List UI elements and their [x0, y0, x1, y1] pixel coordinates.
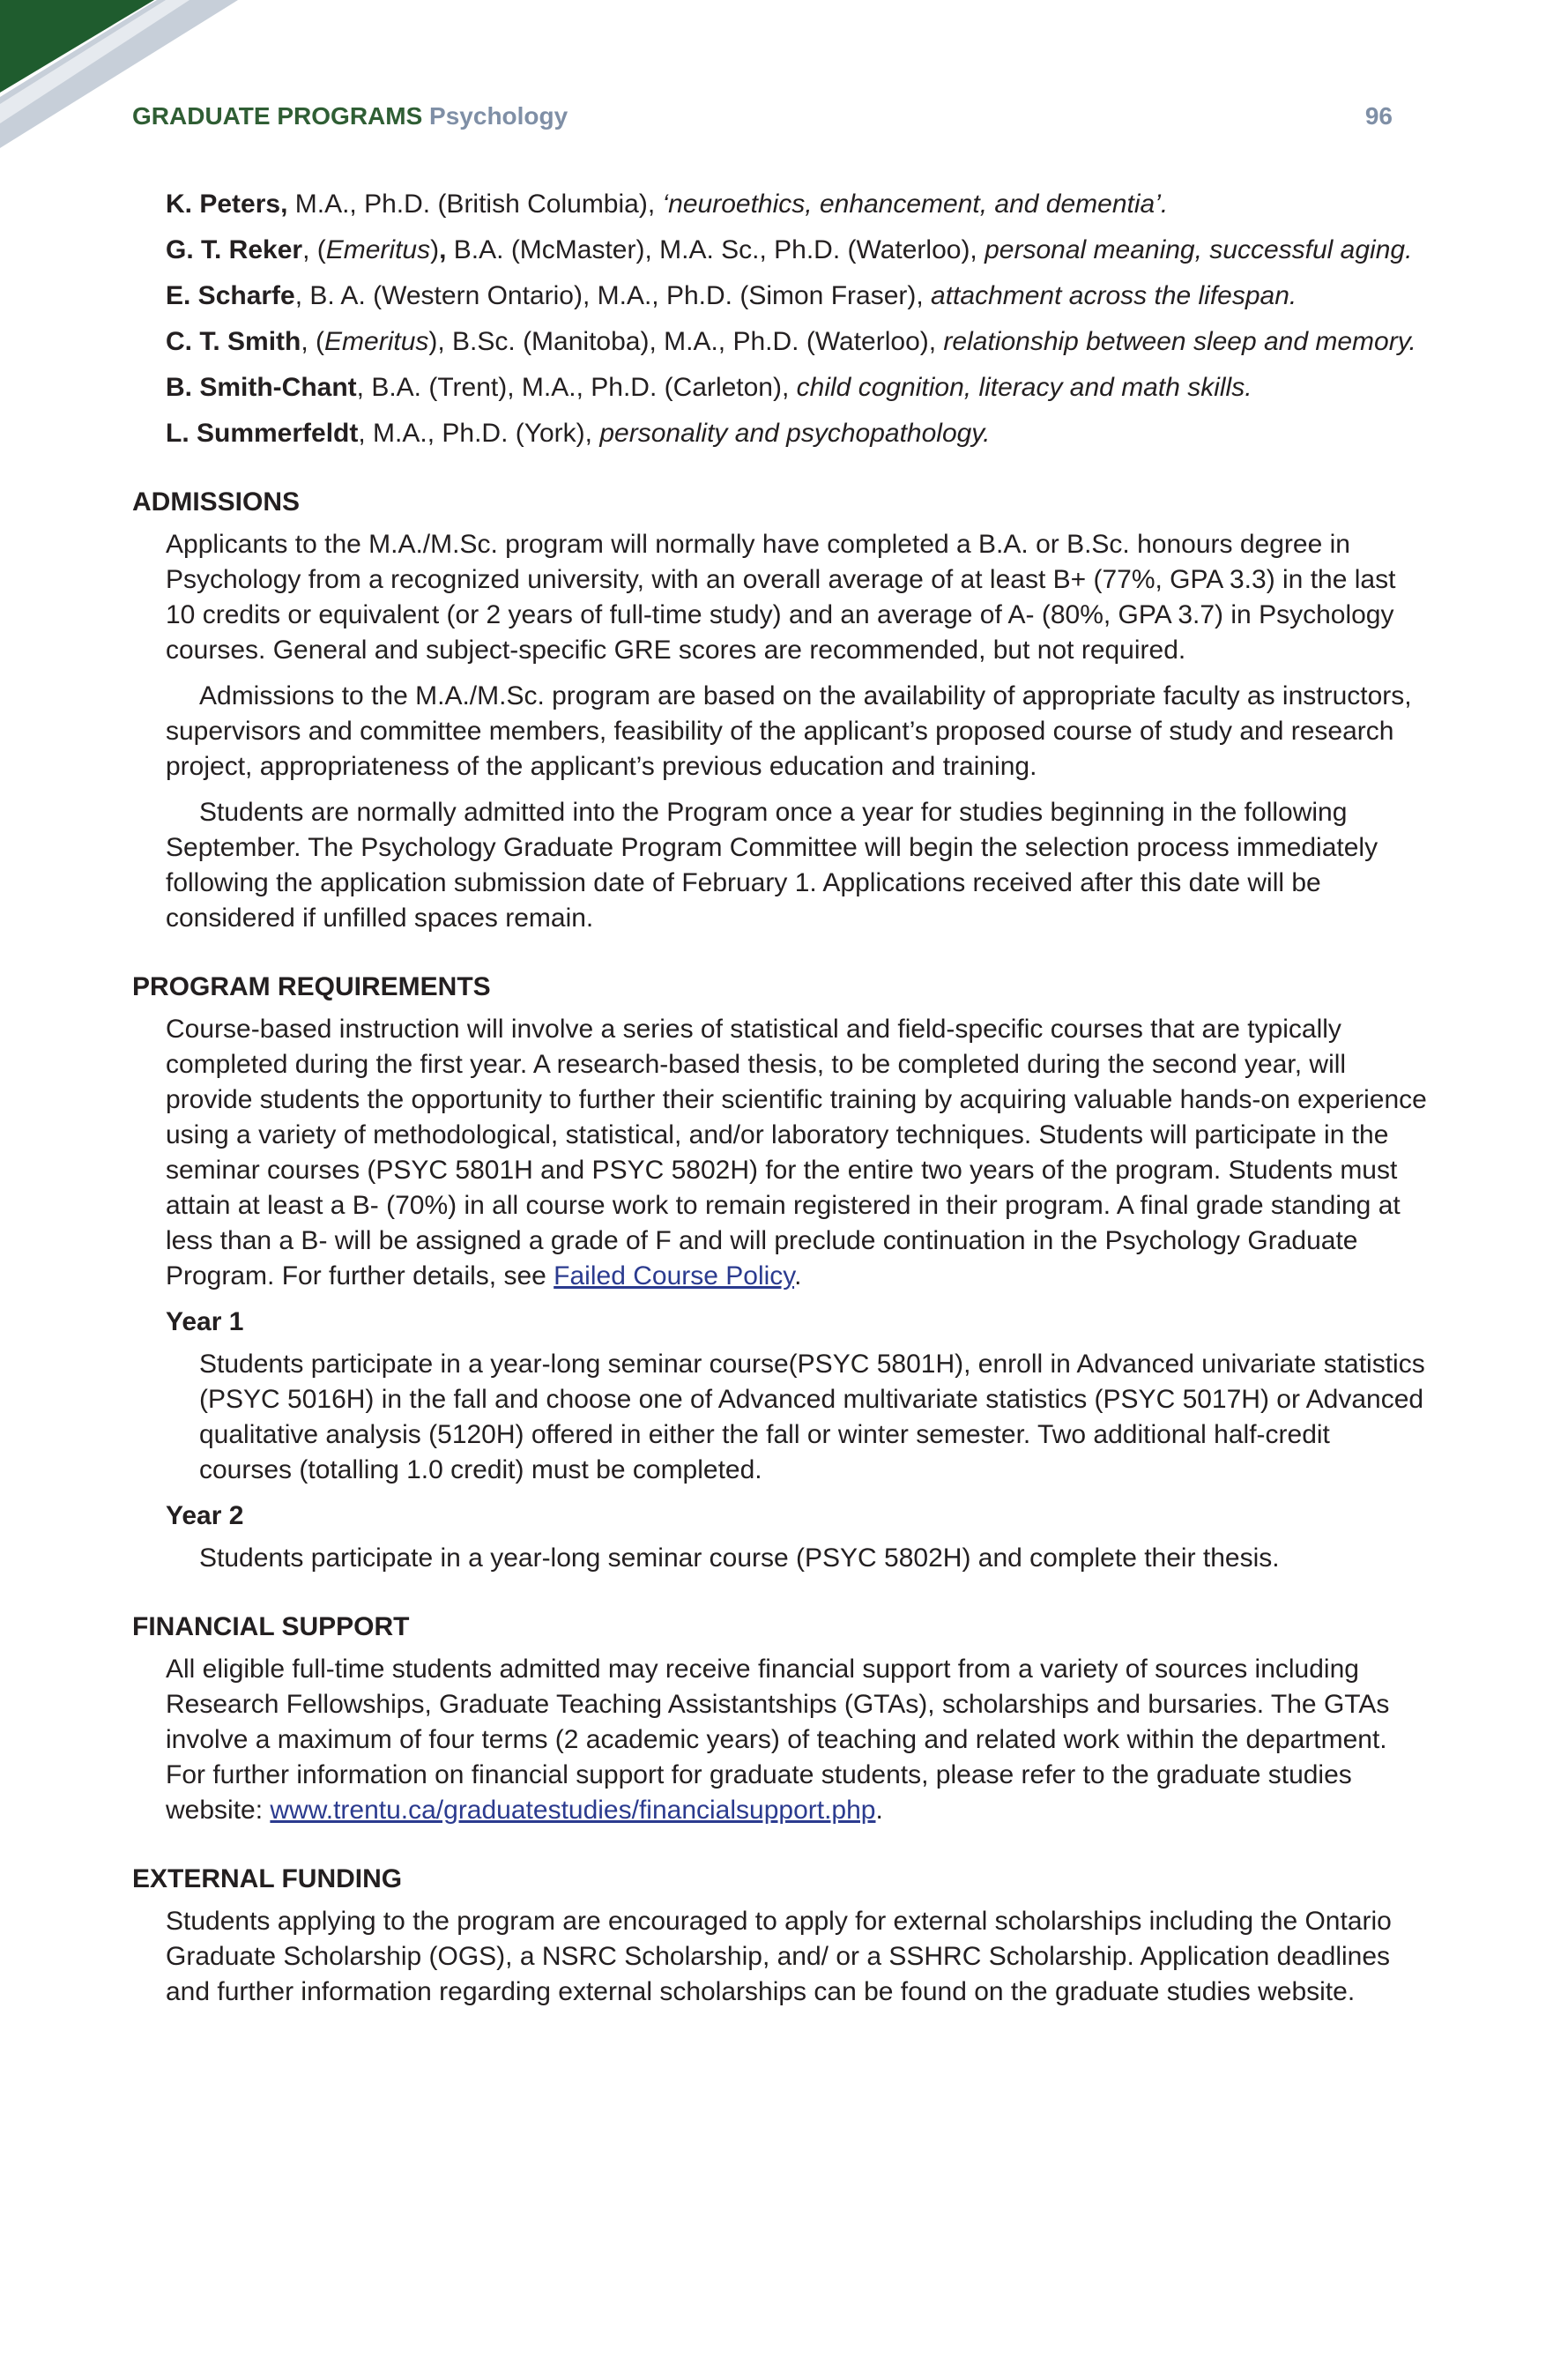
faculty-entry [166, 187, 1428, 222]
year1-text: Students participate in a year-long seminar course(PSYC 5801H), enroll in Advanced univariate statistics (PSYC 5016H) in the fall and choose one of Advanced multivariate statistics (PSYC 5017H) or Advanced qualitative analysis (5120H) offered in either the fall or winter semester. Two additional half-credit courses (totalling 1.0 credit) must be completed. [199, 1350, 1425, 1484]
corner-decoration [0, 0, 264, 167]
faculty-entry: G. T. Reker, (Emeritus), B.A. (McMaster), M.A. Sc., Ph.D. (Waterloo), personal meaning, successful aging. [166, 235, 1413, 264]
faculty-name: C. T. Smith [166, 327, 301, 356]
faculty-degrees: , B.A. (Trent), M.A., Ph.D. (Carleton), [356, 373, 797, 402]
admissions-paragraph: Students are normally admitted into the Program once a year for studies beginning in the following September. The Psychology Graduate Program Committee will begin the selection process immediately following the application submission date of February 1. Applications received after this date will be considered if unfilled spaces remain. [166, 798, 1378, 933]
financial-text-end: . [875, 1796, 883, 1825]
page-number: 96 [1364, 102, 1393, 130]
external-heading: EXTERNAL FUNDING [132, 1864, 403, 1893]
faculty-entry: C. T. Smith, (Emeritus), B.Sc. (Manitoba), M.A., Ph.D. (Waterloo), relationship between sleep and memory. [166, 327, 1416, 356]
faculty-name: E. Scharfe [166, 281, 295, 310]
financial-heading: FINANCIAL SUPPORT [132, 1612, 410, 1641]
faculty-entry [166, 279, 1428, 314]
requirements-text: Course-based instruction will involve a series of statistical and field-specific courses that are typically completed during the first year. A research-based thesis, to be completed during the second year, will provide students the opportunity to further their scientific training by acquiring valuable hands-on experience using a variety of methodological, statistical, and/or laboratory techniques. Students will participate in the seminar courses (PSYC 5801H and PSYC 5802H) for the entire two years of the program. Students must attain at least a B- (70%) in all course work to remain registered in their program. A final grade standing at less than a B- will be assigned a grade of F and will preclude continuation in the Psychology Graduate Program. For further details, see [166, 1015, 1427, 1290]
faculty-area: ‘neuroethics, enhancement, and dementia’. [662, 190, 1169, 219]
financial-text: All eligible full-time students admitted may receive financial support from a variety of sources including Research Fellowships, Graduate Teaching Assistantships (GTAs), scholarships and bursaries. The GTAs involve a maximum of four terms (2 academic years) of teaching and related work within the department. For further information on financial support for graduate students, please refer to the graduate studies website: [166, 1655, 1390, 1825]
faculty-entry [166, 370, 1428, 405]
page-header [132, 99, 1393, 134]
faculty-area: relationship between sleep and memory. [943, 327, 1416, 356]
external-section [132, 1862, 1428, 2010]
year1-heading: Year 1 [166, 1307, 244, 1336]
requirements-heading: PROGRAM REQUIREMENTS [132, 972, 491, 1001]
financial-support-link[interactable]: www.trentu.ca/graduatestudies/financialsupport.php [270, 1796, 876, 1825]
page-content [132, 187, 1428, 2020]
faculty-degrees: , M.A., Ph.D. (York), [358, 419, 600, 448]
faculty-name: K. Peters, [166, 190, 288, 219]
faculty-status: Emeritus [325, 235, 431, 264]
external-paragraph: Students applying to the program are encouraged to apply for external scholarships including the Ontario Graduate Scholarship (OGS), a NSRC Scholarship, and/ or a SSHRC Scholarship. Application deadlines and further information regarding external scholarships can be found on the graduate studies website. [166, 1907, 1392, 2006]
admissions-heading: ADMISSIONS [132, 487, 301, 517]
header-subject: Psychology [429, 102, 568, 130]
faculty-area: attachment across the lifespan. [931, 281, 1297, 310]
year2-heading: Year 2 [166, 1501, 244, 1530]
faculty-name: G. T. Reker [166, 235, 303, 264]
failed-course-policy-link[interactable]: Failed Course Policy [554, 1261, 795, 1290]
faculty-name: B. Smith-Chant [166, 373, 357, 402]
financial-paragraph [166, 1652, 1428, 1828]
faculty-degrees: B.Sc. (Manitoba), M.A., Ph.D. (Waterloo), [444, 327, 944, 356]
faculty-degrees: , B. A. (Western Ontario), M.A., Ph.D. (Simon Fraser), [294, 281, 932, 310]
requirements-section [132, 970, 1428, 1576]
admissions-section [132, 485, 1428, 936]
faculty-area: personal meaning, successful aging. [985, 235, 1413, 264]
faculty-name: L. Summerfeldt [166, 419, 359, 448]
faculty-entry [166, 416, 1428, 451]
faculty-area: child cognition, literacy and math skills. [796, 373, 1252, 402]
year2-text: Students participate in a year-long seminar course (PSYC 5802H) and complete their thesis. [199, 1543, 1280, 1573]
requirements-paragraph [166, 1012, 1428, 1294]
faculty-list [132, 187, 1428, 451]
faculty-status: Emeritus [324, 327, 429, 356]
admissions-paragraph: Applicants to the M.A./M.Sc. program will normally have completed a B.A. or B.Sc. honours degree in Psychology from a recognized university, with an overall average of at least B+ (77%, GPA 3.3) in the last 10 credits or equivalent (or 2 years of full-time study) and an average of A- (80%, GPA 3.7) in Psychology courses. General and subject-specific GRE scores are recommended, but not required. [166, 530, 1396, 665]
requirements-text-end: . [794, 1261, 802, 1290]
faculty-degrees: B.A. (McMaster), M.A. Sc., Ph.D. (Waterloo), [446, 235, 985, 264]
header-program: GRADUATE PROGRAMS [132, 102, 423, 130]
admissions-paragraph: Admissions to the M.A./M.Sc. program are based on the availability of appropriate faculty as instructors, supervisors and committee members, feasibility of the applicant’s proposed course of study and research project, appropriateness of the applicant’s previous education and training. [166, 681, 1412, 781]
faculty-area: personality and psychopathology. [599, 419, 991, 448]
financial-section [132, 1610, 1428, 1828]
faculty-degrees: M.A., Ph.D. (British Columbia), [287, 190, 663, 219]
